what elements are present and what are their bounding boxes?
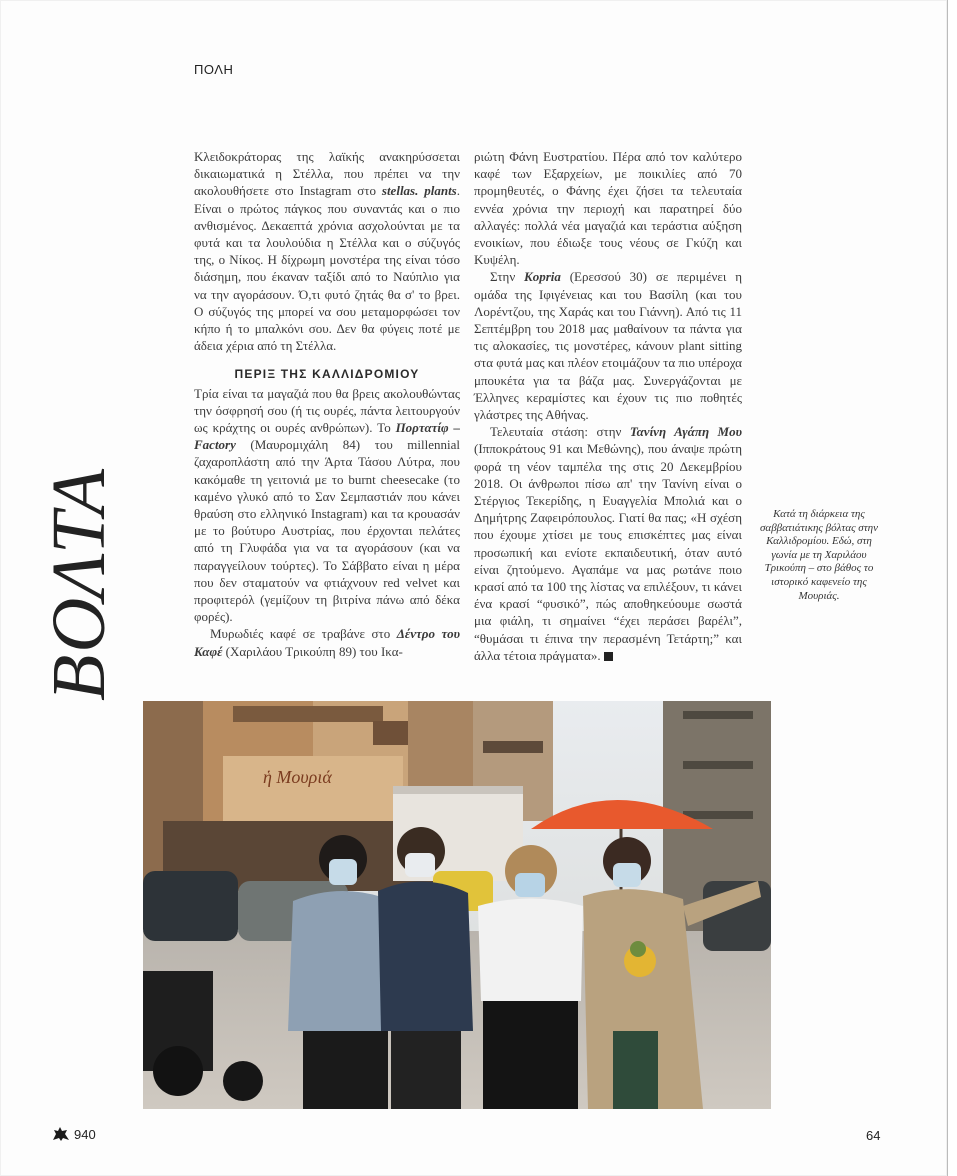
paragraph	[194, 625, 460, 659]
street-photo-illustration	[143, 701, 771, 1109]
shop-name: Τανίνη Αγάπη Μου	[629, 424, 742, 440]
subheading: ΠΕΡΙΞ ΤΗΣ ΚΑΛΛΙΔΡΟΜΙΟΥ	[234, 367, 420, 382]
paragraph	[194, 148, 460, 354]
shop-name: Kopria	[524, 269, 561, 285]
vertical-title: ΒΟΛΤΑ	[37, 466, 121, 701]
text: (Ερεσσού 30) σε περιμένει η ομάδα της Ιφιγένειας και του Βασίλη (και του Λορέντζου, της Χαράς και του Γιάννη). Από τις 11 Σεπτέμβρη του 2018 μας μαθαίνουν τα πάντα για τις αλοκασίες, τις μονστέρες, κάνουν plant sitting στα φυτά μας και πλέον ετοιμάζουν τα πιο υπέροχα μπουκέτα για τα βάζα μας. Συνεργάζονται με Έλληνες κεραμίστες και έχουν τις πιο ποθητές γλάστρες της Αθήνας.	[474, 269, 742, 423]
shop-name: Πορτατίφ – Factory	[194, 420, 460, 453]
text: . Είναι ο πρώτος πάγκος που συναντάς και ο πιο ανθισμένος. Δεκαεπτά χρόνια ασχολούνται με τα φυτά και τα λουλούδια η Στέλλα και ο σύζυγός της, ο Νίκος. Η δίχρωμη μονστέρα της είναι τόσο διάσημη, που έκαναν ταξίδι από το Ναύπλιο για να την αγοράσουν. Ό,τι φυτό ζητάς θα σ' το βρει. Ο σύζυγός της μπορεί να σου μεταμορφώσει τον κήπο ή το μπαλκόνι σου. Δεν θα φύγεις ποτέ με άδεια χέρια από τη Στέλλα.	[194, 183, 460, 354]
street-photo	[143, 701, 771, 1109]
shop-sign: ἡ Μουριά	[263, 767, 332, 787]
text: Τρία είναι τα μαγαζιά που θα βρεις ακολουθώντας την όσφρησή σου (ή τις ουρές, πάντα λειτουργούν ως κράχτης οι ουρές ανθρώπων). Το	[194, 385, 460, 436]
footer-issue	[52, 1126, 96, 1142]
shop-name: Δέντρο του Καφέ	[194, 626, 460, 659]
paragraph	[474, 268, 742, 423]
photo-caption: Κατά τη διάρκεια της σαββατιάτικης βόλτας στην Καλλιδρομίου. Εδώ, στη γωνία με τη Χαριλάου Τρικούπη – στο βάθος το ιστορικό καφενείο της Μουριάς.	[760, 508, 879, 602]
text: Τελευταία στάση: στην	[490, 424, 630, 440]
instagram-handle: stellas. plants	[381, 183, 457, 199]
paragraph	[474, 423, 742, 664]
page-number: 64	[866, 1128, 881, 1143]
article-column-1	[194, 148, 460, 660]
section-label: ΠΟΛΗ	[194, 62, 234, 77]
article-column-2	[474, 148, 742, 664]
text: Κλειδοκράτορας της λαϊκής ανακηρύσσεται δικαιωματικά η Στέλλα, που πρέπει να την ακολουθήσετε στο Instagram στο	[194, 149, 460, 199]
paragraph: ριώτη Φάνη Ευστρατίου. Πέρα από τον καλύτερο καφέ των Εξαρχείων, με ποικιλίες από 70 προμηθευτές, ο Φάνης έχει ζήσει τα τελευταία εννέα χρόνια την περιοχή και παρατηρεί δύο αλλαγές: πολλά νέα μαγαζιά και τεράστια αύξηση ενοικίων, που έδιωξε τους νέους σε Γκύζη και Κυψέλη.	[474, 149, 742, 268]
text: (Χαριλάου Τρικούπη 89) του Ικα-	[222, 643, 403, 659]
lion-logo-icon	[52, 1126, 70, 1142]
text: Μυρωδιές καφέ σε τραβάνε στο	[210, 626, 397, 642]
end-mark-icon	[604, 652, 613, 661]
paragraph	[194, 385, 460, 626]
issue-number: 940	[74, 1126, 96, 1142]
text: (Μαυρομιχάλη 84) του millennial ζαχαροπλάστη από την Άρτα Τάσου Λύτρα, που κακόμαθε τη γειτονιά με το burnt cheesecake (το καμένο γλυκό από το Σαν Σεμπαστιάν που κάνει θραύση στο ελληνικό Instagram) και τα κρουασάν με το βούτυρο Αυστρίας, που έρχονται πελάτες από τη Γλυφάδα για να τα αγοράσουν (και να παραγγείλουν τούρτες). Το Σάββατο είναι η μέρα που δεν σταματούν να φτιάχνουν red velvet και προφιτερόλ (γεμίζουν τη βιτρίνα πάνω από δέκα φορές).	[194, 437, 460, 625]
text: Στην	[490, 269, 525, 285]
text: (Ιπποκράτους 91 και Μεθώνης), που άναψε πρώτη φορά τη νέον ταμπέλα της στις 20 Δεκεμβρίου 2018. Οι άνθρωποι πίσω απ' την Τανίνη είναι ο Στέργιος Τεκερίδης, η Ευαγγελία Μπολιά και ο Δημήτρης Ζαφειρόπουλος. Γιατί θα πας; «Η σχέση που έχουμε χτίσει με τους επισκέπτες μας είναι προσωπική και ενίοτε εκπαιδευτική, όταν αυτό είναι ζητούμενο. Αγαπάμε να μας ρωτάνε ποιο κρασί από τα 100 της λίστας να επιλέξουν, τι κάνει ένα κρασί “φυσικό”, πώς αποθηκεύουμε σωστά μια φιάλη, τι σημαίνει “έχει περάσει βαρέλι”, “θυμάσαι τι έπινα την περασμένη Τετάρτη;” και άλλα τέτοια πράγματα».	[474, 441, 742, 663]
